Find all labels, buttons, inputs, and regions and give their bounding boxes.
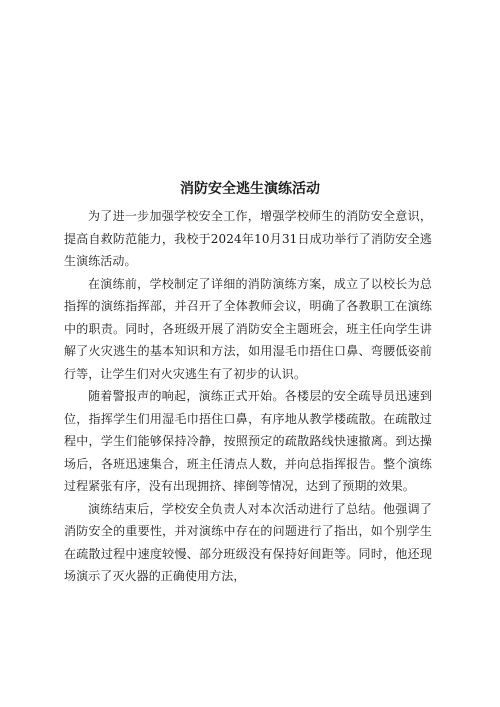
paragraph-intro: 为了进一步加强学校安全工作，增强学校师生的消防安全意识，提高自救防范能力，我校于2024年10月31日成功举行了消防安全逃生演练活动。 xyxy=(64,209,432,268)
paragraph-preparation: 在演练前，学校制定了详细的消防演练方案，成立了以校长为总指挥的演练指挥部，并召开了全体教师会议，明确了各教职工在演练中的职责。同时，各班级开展了消防安全主题班会，班主任向学生讲解了火灾逃生的基本知识和方法，如用湿毛巾捂住口鼻、弯腰低姿前行等，让学生们对火灾逃生有了初步的认识。 xyxy=(64,276,432,381)
document-title: 消防安全逃生演练活动 xyxy=(180,181,320,197)
document-body xyxy=(64,205,432,588)
paragraph-drill: 随着警报声的响起，演练正式开始。各楼层的安全疏导员迅速到位，指挥学生们用湿毛巾捂住口鼻，有序地从教学楼疏散。在疏散过程中，学生们能够保持冷静，按照预定的疏散路线快速撤离。到达操场后，各班迅速集合，班主任清点人数，并向总指挥报告。整个演练过程紧张有序，没有出现拥挤、摔倒等情况，达到了预期的效果。 xyxy=(64,389,432,493)
paragraph-summary: 演练结束后，学校安全负责人对本次活动进行了总结。他强调了消防安全的重要性，并对演练中存在的问题进行了指出，如个别学生在疏散过程中速度较慢、部分班级没有保持好间距等。同时，他还现场演示了灭火器的正确使用方法， xyxy=(64,501,432,583)
